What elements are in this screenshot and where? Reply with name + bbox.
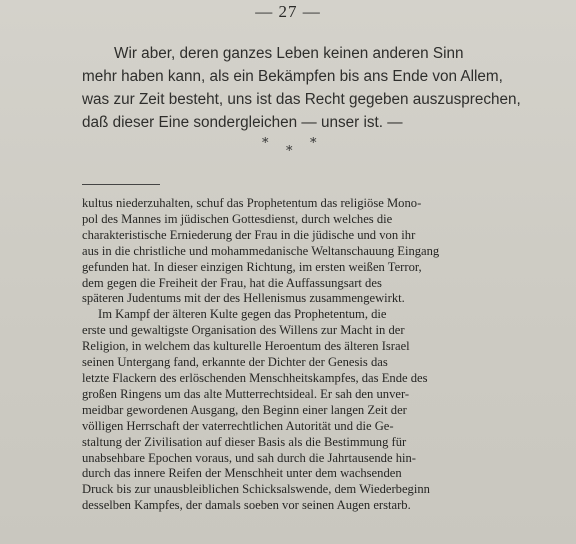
footnote-line: Religion, in welchem das kulturelle Heroentum des älteren Israel: [82, 339, 410, 354]
footnote-line: unabsehbare Epochen voraus, und sah durch die Jahrtausende hin-: [82, 450, 416, 465]
asterisk: *: [310, 136, 317, 151]
section-ornament: [250, 136, 340, 166]
footnote-line: letzte Flackern des erlöschenden Menschheitskampfes, das Ende des: [82, 370, 428, 385]
asterisk: *: [262, 136, 269, 151]
footnote-line: durch das innere Reifen der Menschheit unter dem wachsenden: [82, 466, 402, 481]
footnote-line: kultus niederzuhalten, schuf das Prophetentum das religiöse Mono-: [82, 196, 422, 210]
footnote-text: [82, 196, 532, 514]
footnote-line: dem gegen die Freiheit der Frau, hat die Auffassungsart des: [82, 275, 382, 290]
page-number: — 27 —: [255, 2, 321, 21]
main-text-line: mehr haben kann, als ein Bekämpfen bis ans Ende von Allem,: [82, 68, 503, 85]
footnote-line: erste und gewaltigste Organisation des Willens zur Macht in der: [82, 323, 405, 338]
main-text-line: daß dieser Eine sondergleichen — unser ist. —: [82, 114, 403, 131]
footnote-line: staltung der Zivilisation auf dieser Basis als die Bestimmung für: [82, 434, 407, 449]
footnote-line: großen Ringens um das alte Mutterrechtsideal. Er sah den unver-: [82, 386, 410, 401]
footnote-divider: [82, 184, 160, 185]
footnote-line: völligen Herrschaft der vaterrechtlichen Autorität und die Ge-: [82, 418, 394, 433]
footnote-line: meidbar gewordenen Ausgang, den Beginn einer langen Zeit der: [82, 402, 407, 417]
footnote-line: pol des Mannes im jüdischen Gottesdienst, durch welches die: [82, 211, 393, 226]
footnote-line: charakteristische Erniederung der Frau in die jüdische und von ihr: [82, 227, 416, 242]
footnote-line: desselben Kampfes, der damals soeben vor seinen Augen erstarb.: [82, 498, 411, 513]
footnote-line: gefunden hat. In dieser einzigen Richtung, im ersten weißen Terror,: [82, 259, 422, 274]
footnote-line: Druck bis zur unausbleiblichen Schicksalswende, dem Wiederbeginn: [82, 482, 430, 497]
footnote-line: späteren Judentums mit der des Hellenismus zusammengewirkt.: [82, 291, 405, 306]
footnote-line: aus in die christliche und mohammedanische Weltanschauung Eingang: [82, 243, 440, 258]
main-text-line: was zur Zeit besteht, uns ist das Recht gegeben auszusprechen,: [82, 91, 521, 108]
footnote-line: seinen Untergang fand, erkannte der Dichter der Genesis das: [82, 355, 388, 370]
main-paragraph: [82, 42, 534, 134]
asterisk: *: [286, 144, 293, 159]
footnote-line: Im Kampf der älteren Kulte gegen das Prophetentum, die: [98, 307, 387, 322]
main-text-line: Wir aber, deren ganzes Leben keinen anderen Sinn: [114, 45, 464, 62]
